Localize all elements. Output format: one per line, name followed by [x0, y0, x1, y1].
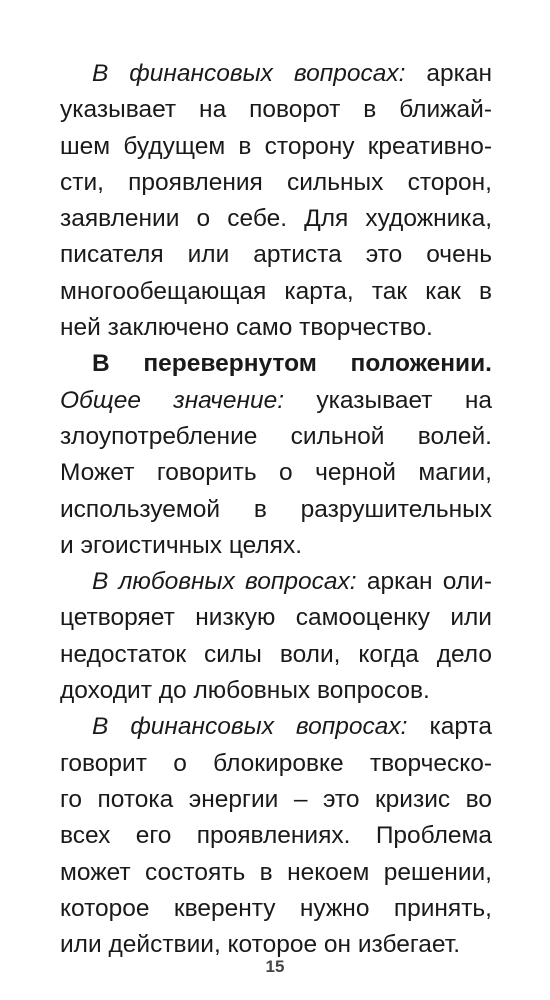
text-run: и эгоистичных целях. — [60, 531, 303, 559]
paragraph — [60, 346, 492, 564]
text-line — [60, 237, 492, 273]
italic-phrase: В финансовых вопросах: — [92, 60, 406, 87]
text-line — [60, 746, 492, 782]
text-run: говорит о блокировке творческо- — [60, 749, 492, 777]
text-line — [60, 455, 492, 491]
text-line — [60, 891, 492, 927]
text-run: или действии, которое он избегает. — [60, 931, 461, 959]
text-line — [60, 528, 492, 564]
paragraph — [60, 709, 492, 963]
text-run: многообещающая карта, так как в — [60, 277, 492, 305]
italic-phrase: В любовных вопросах: — [92, 568, 357, 596]
text-line — [60, 673, 492, 709]
text-run: карта — [407, 713, 492, 741]
text-line — [60, 56, 492, 92]
text-run: ней заключено само творчество. — [60, 314, 433, 342]
text-line — [60, 383, 492, 419]
text-line — [60, 165, 492, 201]
text-run: недостаток силы воли, когда дело — [60, 640, 492, 668]
text-line — [60, 637, 492, 673]
page-text — [60, 56, 492, 963]
text-line — [60, 129, 492, 165]
text-line — [60, 709, 492, 745]
text-run: злоупотребление сильной волей. — [60, 422, 492, 450]
text-run: доходит до любовных вопросов. — [60, 677, 430, 705]
text-run: которое кверенту нужно принять, — [60, 894, 492, 922]
text-run: го потока энергии – это кризис во — [60, 785, 492, 813]
text-line — [60, 310, 492, 346]
text-run: писателя или артиста это очень — [60, 241, 492, 269]
text-run: всех его проявлениях. Проблема — [60, 822, 492, 850]
bold-heading: В перевернутом положении. — [92, 350, 492, 378]
text-run: шем будущем в сторону креативно- — [60, 132, 492, 160]
text-line — [60, 782, 492, 818]
paragraph — [60, 564, 492, 709]
text-run: сти, проявления сильных сторон, — [60, 168, 492, 196]
text-run: цетворяет низкую самооценку или — [60, 604, 492, 632]
text-line — [60, 201, 492, 237]
italic-phrase: В финансовых вопросах: — [92, 713, 408, 741]
text-run: указывает на — [284, 386, 492, 414]
text-run: может состоять в некоем решении, — [60, 858, 492, 886]
italic-phrase: Общее значение: — [60, 386, 285, 414]
text-run: Может говорить о черной магии, — [60, 459, 492, 487]
text-run: заявлении о себе. Для художника, — [60, 205, 492, 233]
text-run: указывает на поворот в ближай- — [60, 96, 492, 124]
text-line — [60, 492, 492, 528]
text-line — [60, 855, 492, 891]
page-number: 15 — [265, 957, 285, 976]
text-line — [60, 92, 492, 128]
text-line — [60, 564, 492, 600]
paragraph — [60, 56, 492, 346]
text-run: используемой в разрушительных — [60, 495, 492, 523]
text-line — [60, 346, 492, 382]
text-line — [60, 600, 492, 636]
text-run: аркан — [405, 60, 492, 87]
text-run: аркан оли- — [356, 568, 492, 596]
text-line — [60, 419, 492, 455]
text-line — [60, 818, 492, 854]
text-line — [60, 274, 492, 310]
